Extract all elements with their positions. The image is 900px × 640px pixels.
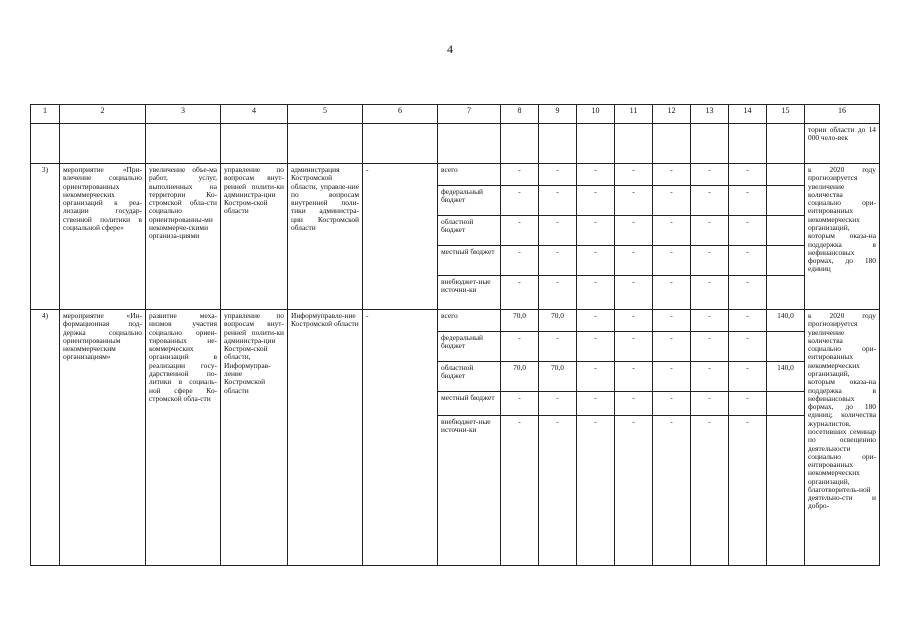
funding-value: 70,0 [501, 362, 539, 392]
header-cell: 8 [501, 105, 539, 124]
header-cell: 14 [729, 105, 767, 124]
source-row [31, 310, 880, 332]
funding-total: 140,0 [767, 310, 805, 332]
funding-value: - [539, 164, 577, 186]
funding-value: - [729, 310, 767, 332]
source-row [31, 164, 880, 186]
funding-value: - [577, 246, 615, 276]
funding-source: внебюджет-ные источни-ки [438, 276, 501, 310]
funding-value: - [729, 186, 767, 216]
funding-value: - [615, 246, 653, 276]
measure-name: мероприятие «При-влечение социально ориентированных некоммерческих организаций к реа-лизации государ-ственной политики в социальной сфере» [60, 164, 146, 310]
funding-source: областной бюджет [438, 362, 501, 392]
header-cell: 3 [146, 105, 221, 124]
measure-number: 3) [31, 164, 60, 310]
header-cell: 2 [60, 105, 146, 124]
funding-value: - [691, 276, 729, 310]
column-number-row [31, 105, 880, 124]
empty-cell [767, 124, 805, 164]
funding-source: федеральный бюджет [438, 186, 501, 216]
header-cell: 9 [539, 105, 577, 124]
funding-total [767, 216, 805, 246]
funding-value: - [539, 392, 577, 416]
funding-value: - [539, 332, 577, 362]
result-continuation: тории области до 14 000 чело-век [805, 124, 880, 164]
funding-total [767, 276, 805, 310]
funding-total [767, 332, 805, 362]
funding-value: - [615, 362, 653, 392]
funding-total [767, 392, 805, 416]
header-cell: 1 [31, 105, 60, 124]
funding-value: - [615, 392, 653, 416]
participants: Информуправле-ние Костромской области [288, 310, 363, 566]
funding-value: - [691, 216, 729, 246]
funding-value: - [577, 362, 615, 392]
empty-cell [501, 124, 539, 164]
funding-value: - [539, 276, 577, 310]
funding-value: - [653, 310, 691, 332]
header-cell: 12 [653, 105, 691, 124]
empty-cell [363, 124, 438, 164]
funding-value: 70,0 [539, 362, 577, 392]
column-6-value: - [363, 164, 438, 310]
funding-value: - [653, 416, 691, 566]
funding-source: местный бюджет [438, 392, 501, 416]
funding-source: федеральный бюджет [438, 332, 501, 362]
funding-value: - [691, 362, 729, 392]
expected-result: к 2020 году прогнозируется увеличение количества социально ори-ентированных некоммерческих организаций, которым оказа-на поддержка в нефинансовых формах, до 180 единиц; количества журналистов, посетивших семинар по освещению деятельности социально ори-ентированных некоммерческих организаций, благотворитель-ной деятельно-сти и добро- [805, 310, 880, 566]
funding-value: - [615, 310, 653, 332]
funding-value: - [539, 186, 577, 216]
funding-value: - [691, 186, 729, 216]
responsible-executor: управление по вопросам внут-ренней полити-ки администра-ции Костром-ской области, Информуправ-ление Костромской области [221, 310, 288, 566]
funding-value: - [501, 216, 539, 246]
funding-value: - [501, 276, 539, 310]
empty-cell [691, 124, 729, 164]
funding-value: - [577, 332, 615, 362]
funding-value: 70,0 [501, 310, 539, 332]
funding-value: - [501, 392, 539, 416]
empty-cell [146, 124, 221, 164]
funding-source: всего [438, 164, 501, 186]
funding-value: - [691, 416, 729, 566]
funding-value: - [653, 362, 691, 392]
header-cell: 15 [767, 105, 805, 124]
funding-value: - [615, 216, 653, 246]
funding-value: - [615, 164, 653, 186]
funding-value: - [691, 164, 729, 186]
funding-value: - [577, 310, 615, 332]
funding-value: - [691, 310, 729, 332]
responsible-executor: управление по вопросам внут-ренней полити-ки администра-ции Костром-ской области [221, 164, 288, 310]
empty-cell [60, 124, 146, 164]
funding-value: - [577, 392, 615, 416]
funding-value: - [539, 216, 577, 246]
funding-value: - [501, 164, 539, 186]
funding-source: внебюджет-ные источни-ки [438, 416, 501, 566]
funding-source: всего [438, 310, 501, 332]
empty-cell [221, 124, 288, 164]
funding-value: - [539, 416, 577, 566]
funding-value: - [653, 216, 691, 246]
funding-total [767, 164, 805, 186]
funding-value: - [729, 216, 767, 246]
funding-value: - [653, 332, 691, 362]
measure-name: мероприятие «Ин-формационная под-держка социально ориентированным некоммерческим организациям» [60, 310, 146, 566]
funding-value: - [691, 246, 729, 276]
empty-cell [615, 124, 653, 164]
empty-cell [438, 124, 501, 164]
funding-value: - [691, 392, 729, 416]
funding-value: - [729, 164, 767, 186]
column-6-value: - [363, 310, 438, 566]
header-cell: 5 [288, 105, 363, 124]
funding-value: - [729, 332, 767, 362]
measure-number: 4) [31, 310, 60, 566]
funding-value: - [729, 416, 767, 566]
empty-cell [31, 124, 60, 164]
funding-value: - [501, 416, 539, 566]
funding-value: - [729, 276, 767, 310]
funding-value: - [729, 362, 767, 392]
funding-value: - [501, 186, 539, 216]
page-number: 4 [447, 42, 453, 56]
continuation-row [31, 124, 880, 164]
funding-value: - [501, 332, 539, 362]
funding-value: 70,0 [539, 310, 577, 332]
funding-value: - [653, 246, 691, 276]
header-cell: 7 [438, 105, 501, 124]
header-cell: 13 [691, 105, 729, 124]
funding-value: - [653, 276, 691, 310]
header-cell: 6 [363, 105, 438, 124]
funding-value: - [729, 392, 767, 416]
funding-value: - [653, 392, 691, 416]
funding-total [767, 186, 805, 216]
funding-value: - [615, 186, 653, 216]
program-table [30, 104, 880, 566]
header-cell: 4 [221, 105, 288, 124]
empty-cell [729, 124, 767, 164]
funding-value: - [653, 164, 691, 186]
funding-value: - [577, 276, 615, 310]
empty-cell [653, 124, 691, 164]
funding-value: - [577, 216, 615, 246]
funding-total: 140,0 [767, 362, 805, 392]
funding-total [767, 246, 805, 276]
funding-value: - [729, 246, 767, 276]
measure-purpose: увеличение объе-ма работ, услуг, выполненных на территории Ко-стромской обла-сти социально ориентированны-ми некоммерче-скими организа-циями [146, 164, 221, 310]
funding-value: - [577, 186, 615, 216]
header-cell: 10 [577, 105, 615, 124]
funding-value: - [577, 164, 615, 186]
empty-cell [539, 124, 577, 164]
header-cell: 16 [805, 105, 880, 124]
funding-value: - [539, 246, 577, 276]
funding-source: областной бюджет [438, 216, 501, 246]
funding-value: - [501, 246, 539, 276]
empty-cell [288, 124, 363, 164]
funding-source: местный бюджет [438, 246, 501, 276]
funding-value: - [615, 276, 653, 310]
expected-result: к 2020 году прогнозируется увеличение количества социально ори-ентированных некоммерческих организаций, которым оказа-на поддержка в нефинансовых формах, до 180 единиц [805, 164, 880, 310]
empty-cell [577, 124, 615, 164]
measure-purpose: развитие меха-низмов участия социально ориен-тированных не-коммерческих организаций в реализации госу-дарственной по-литики в социаль-ной сфере Ко-стромской обла-сти [146, 310, 221, 566]
funding-value: - [577, 416, 615, 566]
funding-value: - [691, 332, 729, 362]
funding-value: - [615, 416, 653, 566]
funding-value: - [653, 186, 691, 216]
header-cell: 11 [615, 105, 653, 124]
funding-total [767, 416, 805, 566]
participants: администрация Костромской области, управле-ние по вопросам внутренней поли-тики администра-ции Костромской области [288, 164, 363, 310]
funding-value: - [615, 332, 653, 362]
